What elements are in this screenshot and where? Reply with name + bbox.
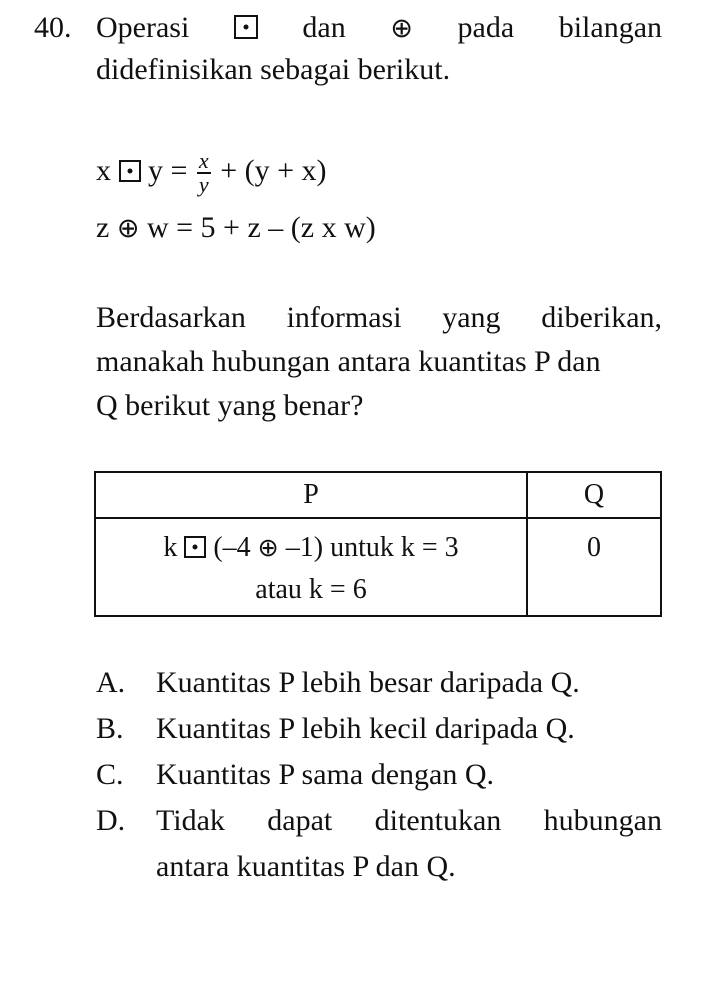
circled-plus-operator-icon: ⊕ xyxy=(257,533,279,562)
table-header-p: P xyxy=(95,472,527,518)
table-header-q: Q xyxy=(527,472,661,518)
question-intro-line1 xyxy=(96,6,662,51)
option-letter: A. xyxy=(96,666,126,699)
option-letter: C. xyxy=(96,758,124,791)
formula2-right: w = 5 + z – (z x w) xyxy=(146,211,376,244)
option-text-line2: antara kuantitas P dan Q. xyxy=(156,850,456,883)
fraction-x-over-y xyxy=(197,150,211,196)
fraction-numerator: x xyxy=(198,148,209,173)
p-part-k: k xyxy=(163,532,178,563)
question-number: 40. xyxy=(34,11,72,44)
p-part-open: (–4 xyxy=(213,532,251,563)
prompt-line2: manakah hubungan antara kuantitas P dan xyxy=(96,345,601,378)
prompt-word-4: diberikan, xyxy=(541,301,663,334)
formula2-left: z xyxy=(96,211,110,244)
option-letter: B. xyxy=(96,712,124,745)
prompt-word-2: informasi xyxy=(286,301,402,334)
question-intro-line2: didefinisikan sebagai berikut. xyxy=(96,53,451,86)
table-cell-q: 0 xyxy=(527,518,661,616)
table-cell-p xyxy=(95,518,527,616)
prompt-word-1: Berdasarkan xyxy=(96,301,246,334)
box-dot-operator-icon xyxy=(184,536,206,558)
circled-plus-operator-icon: ⊕ xyxy=(116,213,140,244)
table-header-row xyxy=(95,472,661,518)
intro-word-pada: pada xyxy=(457,11,515,44)
option-a[interactable] xyxy=(96,660,662,706)
quantity-table xyxy=(94,471,662,617)
option-b[interactable] xyxy=(96,706,662,752)
intro-word-operasi: Operasi xyxy=(96,11,190,44)
box-dot-operator-icon xyxy=(119,160,141,182)
option-text-line1: Tidak dapat ditentukan hubungan xyxy=(156,804,662,837)
circled-plus-operator-icon: ⊕ xyxy=(390,13,413,44)
p-expression-line2: atau k = 6 xyxy=(255,574,367,605)
formula1-right: + (y + x) xyxy=(220,153,327,187)
fraction-denominator: y xyxy=(198,172,209,197)
option-c[interactable] xyxy=(96,752,662,798)
formula1-mid: y = xyxy=(148,153,188,187)
formula1-left: x xyxy=(96,153,111,187)
p-part-rest: –1) untuk k = 3 xyxy=(285,532,459,563)
intro-word-dan: dan xyxy=(302,11,346,44)
formula-box-dot xyxy=(96,150,327,196)
p-expression-line1 xyxy=(102,527,520,569)
prompt-line1 xyxy=(96,296,662,340)
formula-circled-plus xyxy=(96,208,376,249)
answer-options xyxy=(96,660,662,890)
table-row xyxy=(95,518,661,616)
option-text: Kuantitas P lebih besar daripada Q. xyxy=(156,666,580,699)
option-text: Kuantitas P lebih kecil daripada Q. xyxy=(156,712,575,745)
option-text xyxy=(156,798,662,890)
option-letter: D. xyxy=(96,804,126,837)
intro-word-bilangan: bilangan xyxy=(558,11,663,44)
option-d[interactable] xyxy=(96,798,662,890)
option-text: Kuantitas P sama dengan Q. xyxy=(156,758,494,791)
box-dot-operator-icon xyxy=(234,15,258,39)
prompt-word-3: yang xyxy=(442,301,501,334)
prompt-line3: Q berikut yang benar? xyxy=(96,389,364,422)
